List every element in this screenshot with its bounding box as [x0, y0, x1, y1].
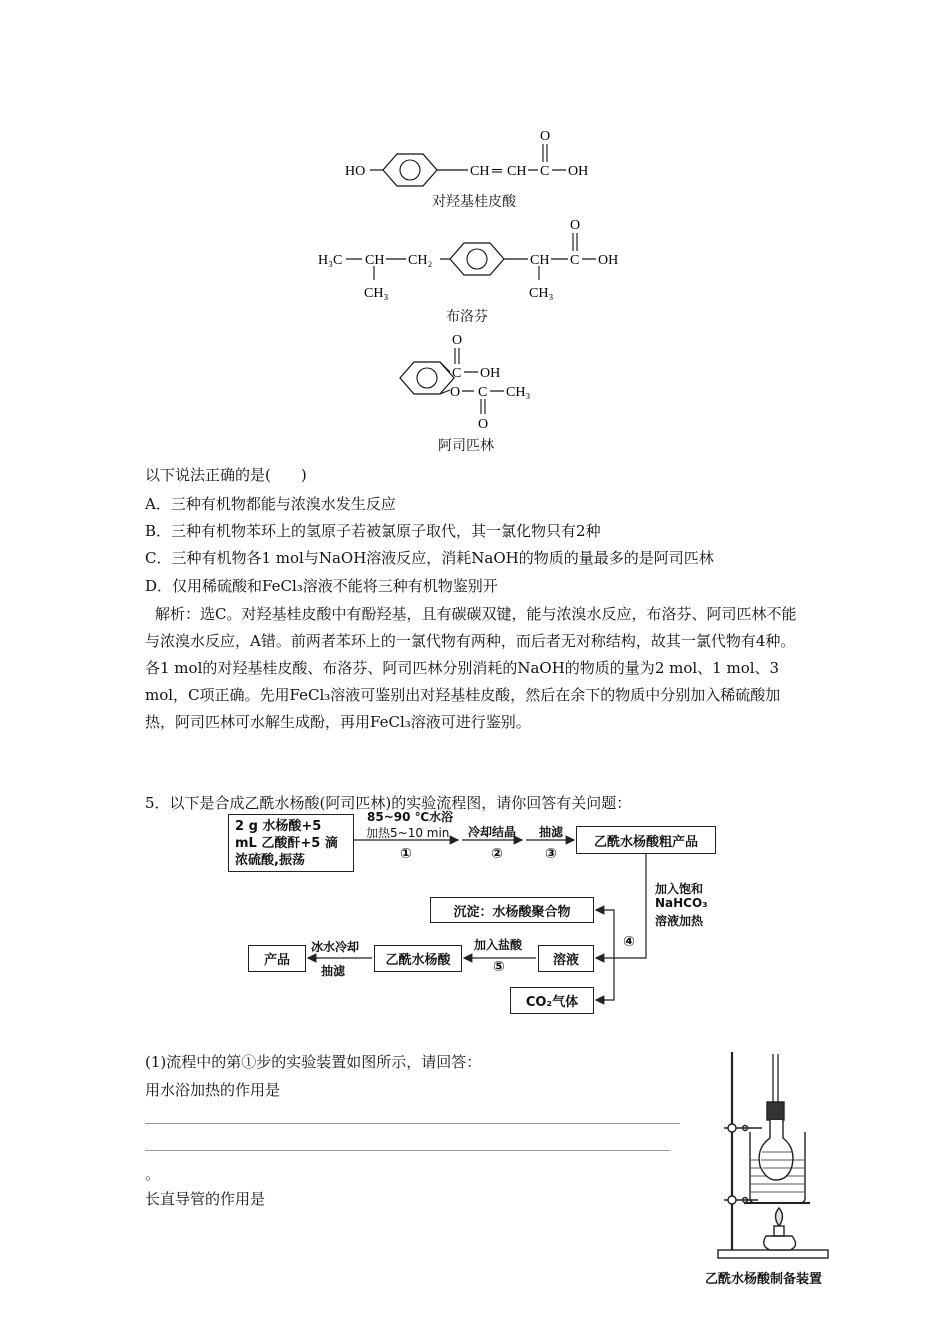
flow-step4-num: ④: [623, 934, 635, 950]
atom-c-mid: C: [478, 385, 488, 400]
sub1-question-1: 用水浴加热的作用是: [145, 1081, 281, 1099]
flow-step6-label: 冰水冷却: [311, 940, 360, 954]
flow-step1-label: 85~90 ℃水浴: [367, 810, 454, 824]
atom-c: C: [570, 253, 580, 268]
flow-step1-num: ①: [400, 846, 412, 862]
option-c: C．三种有机物各1 mol与NaOH溶液反应，消耗NaOH的物质的量最多的是阿司匹林: [145, 549, 714, 567]
sub1-question-2: 长直导管的作用是: [145, 1190, 266, 1208]
flow-solution-box: 溶液: [538, 945, 594, 972]
atom-ch3-b: CH₃: [529, 286, 554, 301]
flow-side-label-1: 加入饱和: [655, 882, 704, 896]
atom-ch3: CH₃: [506, 385, 531, 400]
flow-precipitate-box: 沉淀：水杨酸聚合物: [430, 897, 594, 923]
caption-ibuprofen: 布洛芬: [446, 309, 488, 325]
atom-oh: OH: [598, 253, 619, 268]
sub1-end-mark: 。: [145, 1165, 161, 1183]
option-a: A．三种有机物都能与浓溴水发生反应: [145, 495, 396, 513]
option-d: D．仅用稀硫酸和FeCl₃溶液不能将三种有机物鉴别开: [145, 577, 498, 595]
atom-o: O: [570, 218, 581, 233]
question-stem: 以下说法正确的是( ): [145, 466, 307, 484]
answer-line-2[interactable]: [145, 1150, 670, 1151]
atom-oh: OH: [480, 366, 501, 381]
flow-acetylsalicylic-acid-box: 乙酰水杨酸: [374, 945, 462, 972]
atom-o: O: [540, 129, 551, 144]
analysis-paragraph: 解析：选C。对羟基桂皮酸中有酚羟基，且有碳碳双键，能与浓溴水反应，布洛芬、阿司匹林不能与浓溴水反应，A错。前两者苯环上的一氯代物有两种，而后者无对称结构，故其一氯代物有4种。各1 mol的对羟基桂皮酸、布洛芬、阿司匹林分别消耗的NaOH的物质的量为2 mol、1 mol、3 mol，C项正确。先用FeCl₃溶液可鉴别出对羟基桂皮酸，然后在余下的物质中分别加入稀硫酸加热，阿司匹林可水解生成酚，再用FeCl₃溶液可进行鉴别。: [145, 605, 797, 731]
atom-ch-1: CH: [470, 164, 490, 179]
atom-ch3-a: CH₃: [364, 286, 389, 301]
atom-ch2: CH₂: [408, 253, 433, 268]
option-b: B．三种有机物苯环上的氢原子若被氯原子取代，其一氯化物只有2种: [145, 522, 601, 540]
flow-step2-label: 冷却结晶: [468, 825, 517, 839]
caption-aspirin: 阿司匹林: [438, 438, 494, 454]
caption-hydroxycinnamic-acid: 对羟基桂皮酸: [432, 194, 516, 210]
atom-o-mid: O: [450, 385, 461, 400]
flow-step6-sub: 抽滤: [321, 964, 346, 978]
atom-ch-2: CH: [507, 164, 527, 179]
flow-step3-label: 抽滤: [539, 825, 564, 839]
flow-step3-num: ③: [545, 846, 557, 862]
atom-oh: OH: [568, 164, 589, 179]
sub1-intro: (1)流程中的第①步的实验装置如图所示，请回答：: [145, 1053, 482, 1071]
flow-step2-num: ②: [491, 846, 503, 862]
atom-o-bot: O: [478, 417, 489, 432]
question-5-title: 5．以下是合成乙酰水杨酸(阿司匹林)的实验流程图，请你回答有关问题：: [145, 794, 632, 812]
double-bond: ═: [492, 164, 502, 179]
atom-h3c: H₃C: [318, 253, 343, 268]
atom-c: C: [540, 164, 550, 179]
flow-side-label-2: NaHCO₃: [655, 896, 708, 910]
answer-line-1[interactable]: [145, 1123, 680, 1124]
flow-start-box: 2 g 水杨酸+5 mL 乙酸酐+5 滴浓硫酸,振荡: [228, 814, 354, 872]
atom-ch-a: CH: [365, 253, 385, 268]
atom-o-top: O: [452, 333, 463, 348]
flow-co2-box: CO₂气体: [510, 987, 594, 1014]
apparatus-caption: 乙酰水杨酸制备装置: [705, 1272, 823, 1287]
atom-c-top: C: [452, 366, 462, 381]
atom-ch-b: CH: [530, 253, 550, 268]
flow-step5-label: 加入盐酸: [474, 938, 523, 952]
flow-side-label-3: 溶液加热: [655, 914, 704, 928]
atom-ho: HO: [345, 164, 366, 179]
flow-product-box: 产品: [248, 945, 306, 972]
flow-step5-num: ⑤: [493, 959, 505, 975]
flow-crude-product-box: 乙酰水杨酸粗产品: [576, 826, 716, 854]
flow-step1-time: 加热5~10 min: [366, 826, 450, 840]
apparatus-illustration: [700, 1040, 870, 1265]
